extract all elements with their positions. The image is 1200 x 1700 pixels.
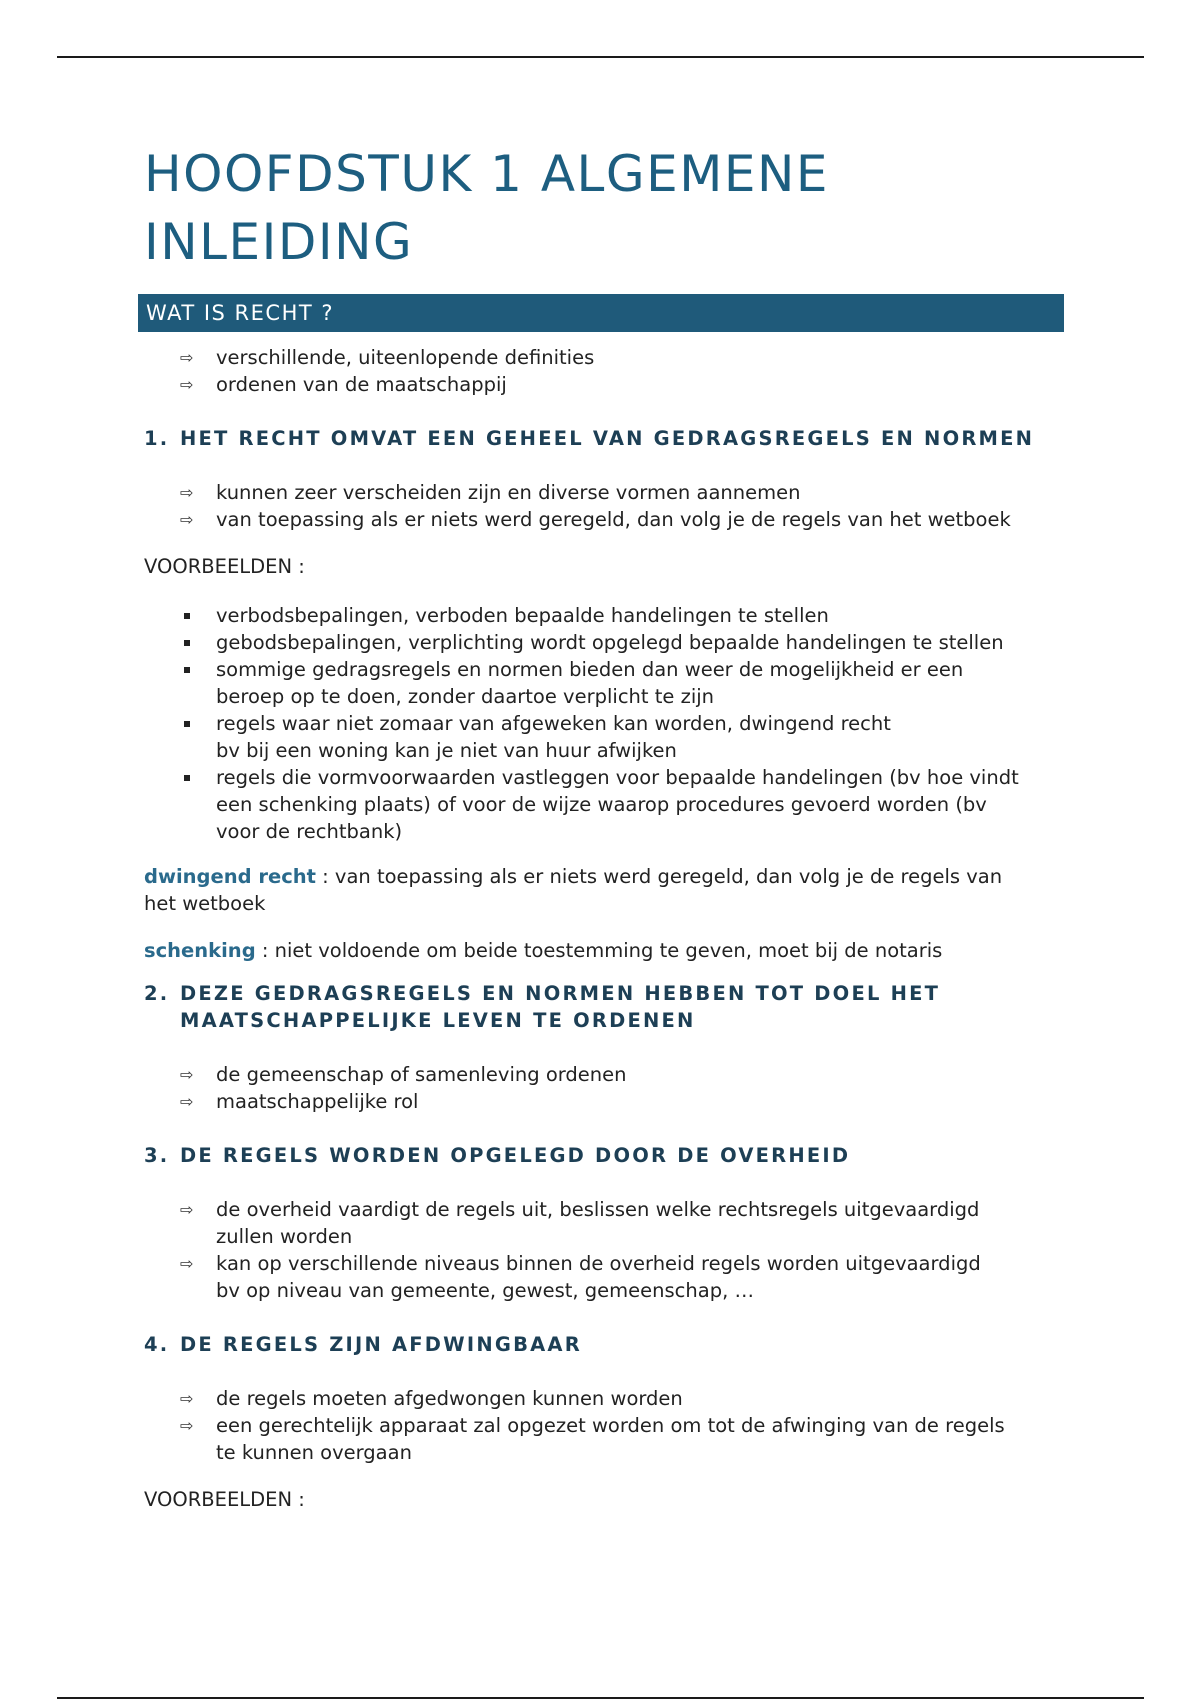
list-item: sommige gedragsregels en normen bieden dan weer de mogelijkheid er een beroep op te doen, zonder daartoe verplicht te zijn <box>144 656 1064 710</box>
definition-term: dwingend recht <box>144 865 316 888</box>
square-bullet-icon <box>184 775 190 781</box>
list-item: ⇨ ordenen van de maatschappij <box>180 373 507 396</box>
list-item: ⇨ verschillende, uiteenlopende definities <box>180 346 595 369</box>
definition-schenking: schenking : niet voldoende om beide toestemming te geven, moet bij de notaris <box>144 939 943 962</box>
arrow-icon: ⇨ <box>180 1254 194 1273</box>
definition-term: schenking <box>144 939 256 962</box>
list-item: verbodsbepalingen, verboden bepaalde handelingen te stellen <box>144 602 1064 629</box>
arrow-icon: ⇨ <box>180 1092 194 1111</box>
section-4-bullet-list <box>144 1385 1064 1466</box>
document-page <box>144 140 1064 1513</box>
section-3-bullet-list <box>144 1196 1064 1304</box>
arrow-icon: ⇨ <box>180 348 194 367</box>
section-heading-2: 2. DEZE GEDRAGSREGELS EN NORMEN HEBBEN TOT DOEL HET MAATSCHAPPELIJKE LEVEN TE ORDENEN <box>144 982 941 1032</box>
arrow-icon: ⇨ <box>180 510 194 529</box>
section-heading-1: 1. HET RECHT OMVAT EEN GEHEEL VAN GEDRAGSREGELS EN NORMEN <box>144 427 1035 450</box>
arrow-icon: ⇨ <box>180 483 194 502</box>
section-band: WAT IS RECHT ? <box>138 294 1064 332</box>
examples-label: VOORBEELDEN : <box>144 1488 305 1511</box>
list-item: ⇨ de gemeenschap of samenleving ordenen <box>180 1063 627 1086</box>
list-item: ⇨ maatschappelijke rol <box>180 1090 419 1113</box>
list-item: ⇨ de overheid vaardigt de regels uit, beslissen welke rechtsregels uitgevaardigd zullen worden <box>180 1198 980 1248</box>
arrow-icon: ⇨ <box>180 375 194 394</box>
footer-rule <box>57 1697 1144 1699</box>
page-title: HOOFDSTUK 1 ALGEMENE INLEIDING <box>144 145 829 271</box>
list-item: regels die vormvoorwaarden vastleggen voor bepaalde handelingen (bv hoe vindt een schenking plaats) of voor de wijze waarop procedures gevoerd worden (bv voor de rechtbank) <box>144 764 1064 845</box>
examples-list <box>144 602 1064 845</box>
square-bullet-icon <box>184 721 190 727</box>
section-1-bullet-list <box>144 479 1064 533</box>
list-item: ⇨ een gerechtelijk apparaat zal opgezet worden om tot de afwinging van de regels te kunnen overgaan <box>180 1414 1005 1464</box>
intro-bullet-list <box>144 344 1064 398</box>
examples-label: VOORBEELDEN : <box>144 555 305 578</box>
list-item: ⇨ van toepassing als er niets werd geregeld, dan volg je de regels van het wetboek <box>180 508 1011 531</box>
list-item: gebodsbepalingen, verplichting wordt opgelegd bepaalde handelingen te stellen <box>144 629 1064 656</box>
list-item: ⇨ kunnen zeer verscheiden zijn en diverse vormen aannemen <box>180 481 801 504</box>
list-item: regels waar niet zomaar van afgeweken kan worden, dwingend recht bv bij een woning kan je niet van huur afwijken <box>144 710 1064 764</box>
arrow-icon: ⇨ <box>180 1200 194 1219</box>
square-bullet-icon <box>184 667 190 673</box>
section-heading-4: 4. DE REGELS ZIJN AFDWINGBAAR <box>144 1333 582 1356</box>
list-item: ⇨ de regels moeten afgedwongen kunnen worden <box>180 1387 683 1410</box>
square-bullet-icon <box>184 613 190 619</box>
square-bullet-icon <box>184 640 190 646</box>
arrow-icon: ⇨ <box>180 1389 194 1408</box>
list-item: ⇨ kan op verschillende niveaus binnen de overheid regels worden uitgevaardigd bv op niveau van gemeente, gewest, gemeenschap, … <box>180 1252 981 1302</box>
header-rule <box>57 56 1144 58</box>
arrow-icon: ⇨ <box>180 1065 194 1084</box>
section-2-bullet-list <box>144 1061 1064 1115</box>
section-heading-3: 3. DE REGELS WORDEN OPGELEGD DOOR DE OVERHEID <box>144 1144 851 1167</box>
arrow-icon: ⇨ <box>180 1416 194 1435</box>
definition-dwingend-recht: dwingend recht : van toepassing als er niets werd geregeld, dan volg je de regels van het wetboek <box>144 865 1003 915</box>
